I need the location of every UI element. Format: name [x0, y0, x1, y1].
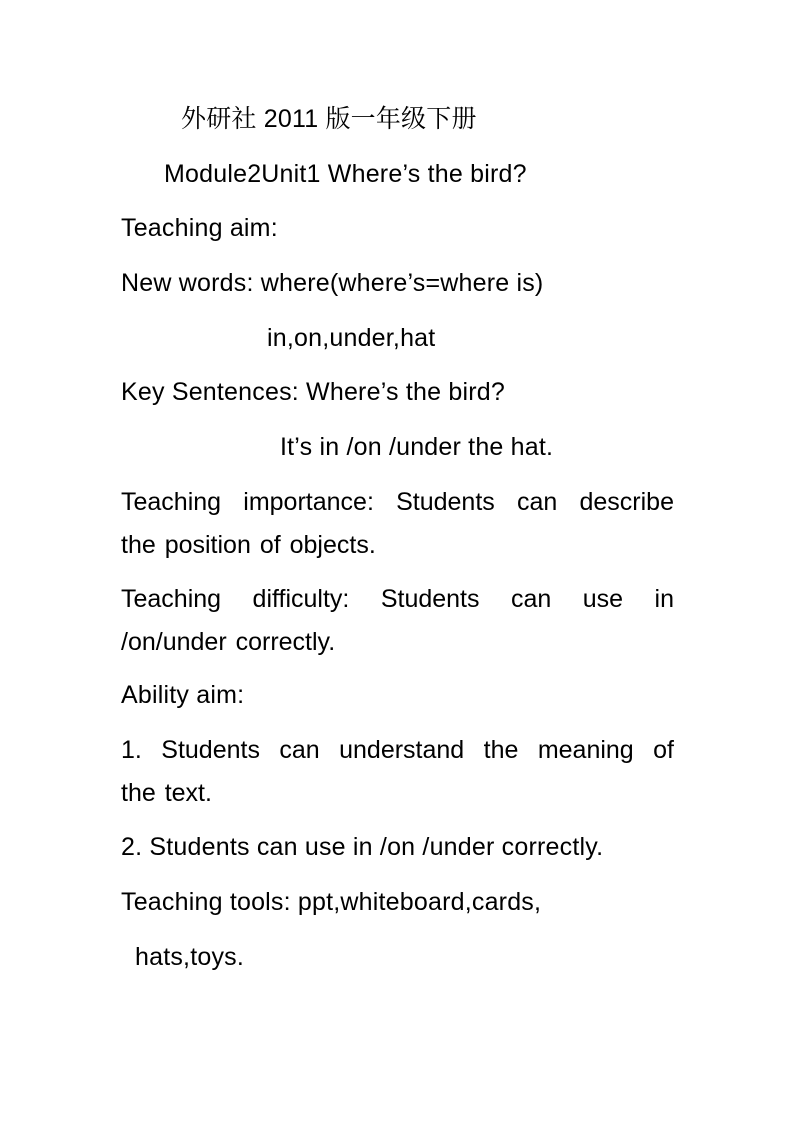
- teaching-aim-heading: Teaching aim:: [121, 214, 278, 242]
- ability-item-1-line2: the text.: [121, 779, 212, 807]
- ability-item-1: [121, 729, 674, 815]
- teaching-difficulty-line2: /on/under correctly.: [121, 628, 336, 656]
- new-words-line: New words: where(where’s=where is): [121, 269, 544, 297]
- teaching-difficulty-paragraph: [121, 578, 674, 664]
- ability-aim-heading: Ability aim:: [121, 681, 245, 709]
- lesson-title: Module2Unit1 Where’s the bird?: [164, 160, 527, 188]
- key-sentences-line: Key Sentences: Where’s the bird?: [121, 378, 505, 406]
- ability-item-1-line1: 1. Students can understand the meaning of: [121, 736, 674, 764]
- teaching-tools-line: Teaching tools: ppt,whiteboard,cards,: [121, 888, 542, 916]
- teaching-difficulty-line1: Teaching difficulty: Students can use in: [121, 585, 674, 613]
- key-sentence-answer: It’s in /on /under the hat.: [280, 433, 554, 461]
- new-words-list: in,on,under,hat: [267, 324, 436, 352]
- teaching-importance-paragraph: [121, 481, 674, 567]
- ability-item-2: 2. Students can use in /on /under correctly.: [121, 833, 604, 861]
- teaching-tools-continued: hats,toys.: [135, 943, 244, 971]
- document-title-chinese: 外研社 2011 版一年级下册: [181, 105, 477, 133]
- teaching-importance-line2: the position of objects.: [121, 531, 376, 559]
- teaching-importance-line1: Teaching importance: Students can describe: [121, 488, 674, 516]
